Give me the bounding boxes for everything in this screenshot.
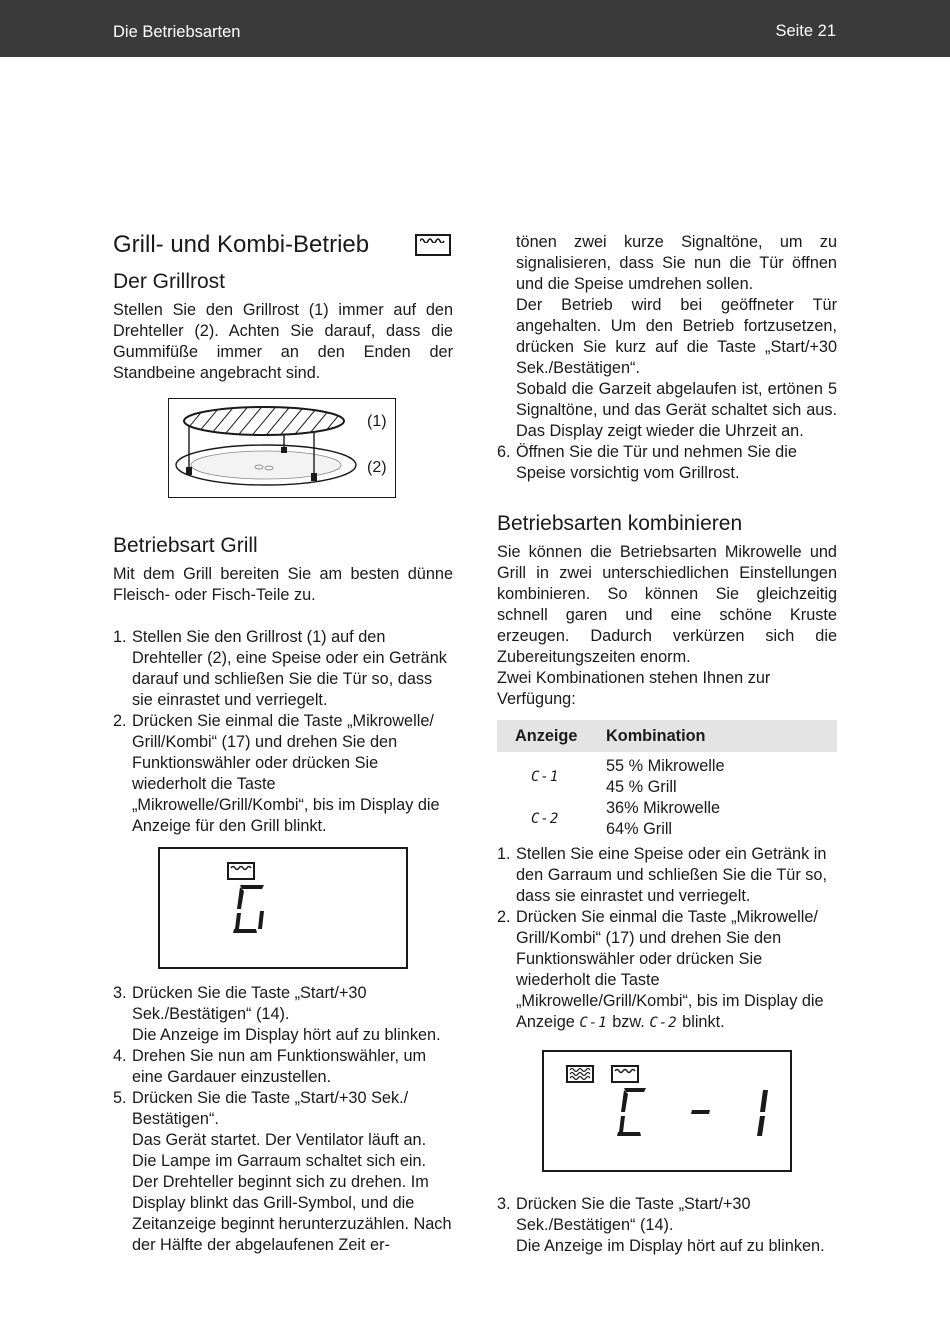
list-item (497, 442, 837, 484)
step-number: 1. (497, 845, 511, 863)
step-number: 1. (113, 628, 127, 646)
combo-display-illustration (544, 1052, 834, 1170)
chapter-title: Die Betriebsarten (113, 23, 241, 41)
combination-value (606, 798, 837, 840)
combo-intro: Sie können die Betriebsarten Mikrowelle und Grill in zwei unterschiedlichen Einstellungen kombinieren. So können Sie gleichzeitig schnell garen und eine schöne Kruste erzeugen. Dadurch verkürzen sich die Zubereitungszeiten enorm. (497, 543, 837, 666)
grill-share: 64% Grill (606, 820, 673, 838)
section-title (113, 228, 453, 262)
combo-steps (497, 844, 837, 1034)
figure-label-rack: (1) (367, 413, 387, 430)
step-text: Öffnen Sie die Tür und nehmen Sie die Speise vorsichtig vom Grillrost. (516, 443, 797, 482)
right-column (497, 232, 837, 1257)
list-item (113, 983, 453, 1046)
rack-text: Stellen Sie den Grillrost (1) immer auf den Drehteller (2). Achten Sie darauf, dass die Gummifüße immer an den Enden der Standbeine angebracht sind. (113, 301, 453, 382)
step-number: 2. (497, 908, 511, 926)
list-item (113, 1046, 453, 1088)
segment-code: C-2 (531, 811, 560, 827)
step-text: blinkt. (682, 1013, 725, 1031)
combination-value (606, 752, 837, 798)
step-number: 3. (497, 1195, 511, 1213)
list-item (497, 844, 837, 907)
list-item (113, 711, 453, 837)
table-row (497, 798, 837, 840)
table-header-row (497, 720, 837, 752)
column-header-display: Anzeige (497, 720, 606, 752)
step5-continued: tönen zwei kurze Signaltöne, um zu signalisieren, dass Sie nun die Tür öffnen und die Speise umdrehen sollen. (516, 233, 837, 293)
list-item (497, 907, 837, 1034)
combo-steps-continued (497, 1194, 837, 1257)
step-text: Stellen Sie eine Speise oder ein Getränk in den Garraum und schließen Sie die Tür so, dass sie einrastet und verriegelt. (516, 845, 828, 905)
column-header-combination: Kombination (606, 720, 837, 752)
step-note: Die Anzeige im Display hört auf zu blinken. (132, 1026, 441, 1044)
step-text: bzw. (612, 1013, 645, 1031)
step-number: 3. (113, 984, 127, 1002)
segment-code: C-1 (531, 769, 560, 785)
grill-display-figure (158, 847, 408, 969)
list-item (497, 1194, 837, 1257)
pause-note: Der Betrieb wird bei geöffneter Tür angehalten. Um den Betrieb fortzusetzen, drücken Sie kurz auf die Taste „Start/+30 Sek./Bestätigen“. (516, 296, 837, 377)
grill-step-6 (497, 442, 837, 484)
combo-intro-2: Zwei Kombinationen stehen Ihnen zur Verfügung: (497, 669, 771, 708)
step-text: Drehen Sie nun am Funktionswähler, um eine Gardauer einzustellen. (132, 1047, 427, 1086)
combo-heading: Betriebsarten kombinieren (497, 512, 743, 535)
step-number: 2. (113, 712, 127, 730)
grill-display-illustration (160, 849, 406, 967)
grill-icon (415, 234, 451, 256)
step-number: 4. (113, 1047, 127, 1065)
rack-heading: Der Grillrost (113, 270, 226, 293)
microwave-share: 55 % Mikrowelle (606, 757, 725, 775)
grill-share: 45 % Grill (606, 778, 677, 796)
step-text: Drücken Sie die Taste „Start/+30 Sek./Bestätigen“ (14). (516, 1195, 751, 1234)
list-item (113, 627, 453, 711)
grill-intro: Mit dem Grill bereiten Sie am besten dünne Fleisch- oder Fisch-Teile zu. (113, 565, 453, 604)
segment-code: C-2 (649, 1015, 678, 1031)
step-number: 5. (113, 1089, 127, 1107)
display-code (497, 798, 606, 840)
grill-rack-figure (168, 398, 396, 498)
step-number: 6. (497, 443, 511, 461)
figure-label-turntable: (2) (367, 459, 387, 476)
step-text: Drücken Sie die Taste „Start/+30 Sek./ Bestätigen“. (132, 1089, 409, 1128)
left-column (113, 228, 453, 1256)
step-note: Das Gerät startet. Der Ventilator läuft an. Die Lampe im Garraum schaltet sich ein. Der Drehteller beginnt sich zu drehen. Im Display blinkt das Grill-Symbol, und die Zeitanzeige beginnt herunterzuzählen. Nach der Hälfte der abgelaufenen Zeit er- (132, 1131, 452, 1254)
list-item (113, 1088, 453, 1256)
grill-steps (113, 627, 453, 837)
grill-rack-illustration (169, 399, 394, 496)
step-text: Drücken Sie einmal die Taste „Mikrowelle/ Grill/Kombi“ (17) und drehen Sie den Funktionswähler oder drücken Sie wiederholt die Taste „Mikrowelle/Grill/Kombi“, bis im Display die Anzeige für den Grill blinkt. (132, 712, 440, 835)
grill-heading: Betriebsart Grill (113, 534, 258, 557)
step-text: Drücken Sie einmal die Taste „Mikrowelle/ Grill/Kombi“ (17) und drehen Sie den Funktionswähler oder drücken Sie wiederholt die Taste „Mikrowelle/Grill/Kombi“, bis im Display die Anzeige (516, 908, 824, 1031)
microwave-share: 36% Mikrowelle (606, 799, 721, 817)
finish-note: Sobald die Garzeit abgelaufen ist, ertönen 5 Signaltöne, und das Gerät schaltet sich aus. Das Display zeigt wieder die Uhrzeit an. (516, 380, 837, 440)
combo-display-figure (542, 1050, 792, 1172)
table-row (497, 752, 837, 798)
grill-steps-continued (113, 983, 453, 1256)
combination-table (497, 720, 837, 840)
step-text: Drücken Sie die Taste „Start/+30 Sek./Bestätigen“ (14). (132, 984, 367, 1023)
step-text: Stellen Sie den Grillrost (1) auf den Drehteller (2), eine Speise oder ein Getränk darauf und schließen Sie die Tür so, dass sie einrastet und verriegelt. (132, 628, 447, 709)
segment-code: C-1 (579, 1015, 608, 1031)
page-header (0, 0, 950, 57)
section-title-text: Grill- und Kombi-Betrieb (113, 231, 370, 258)
page-number: Seite 21 (775, 22, 836, 40)
step-note: Die Anzeige im Display hört auf zu blinken. (516, 1237, 825, 1255)
display-code (497, 752, 606, 798)
